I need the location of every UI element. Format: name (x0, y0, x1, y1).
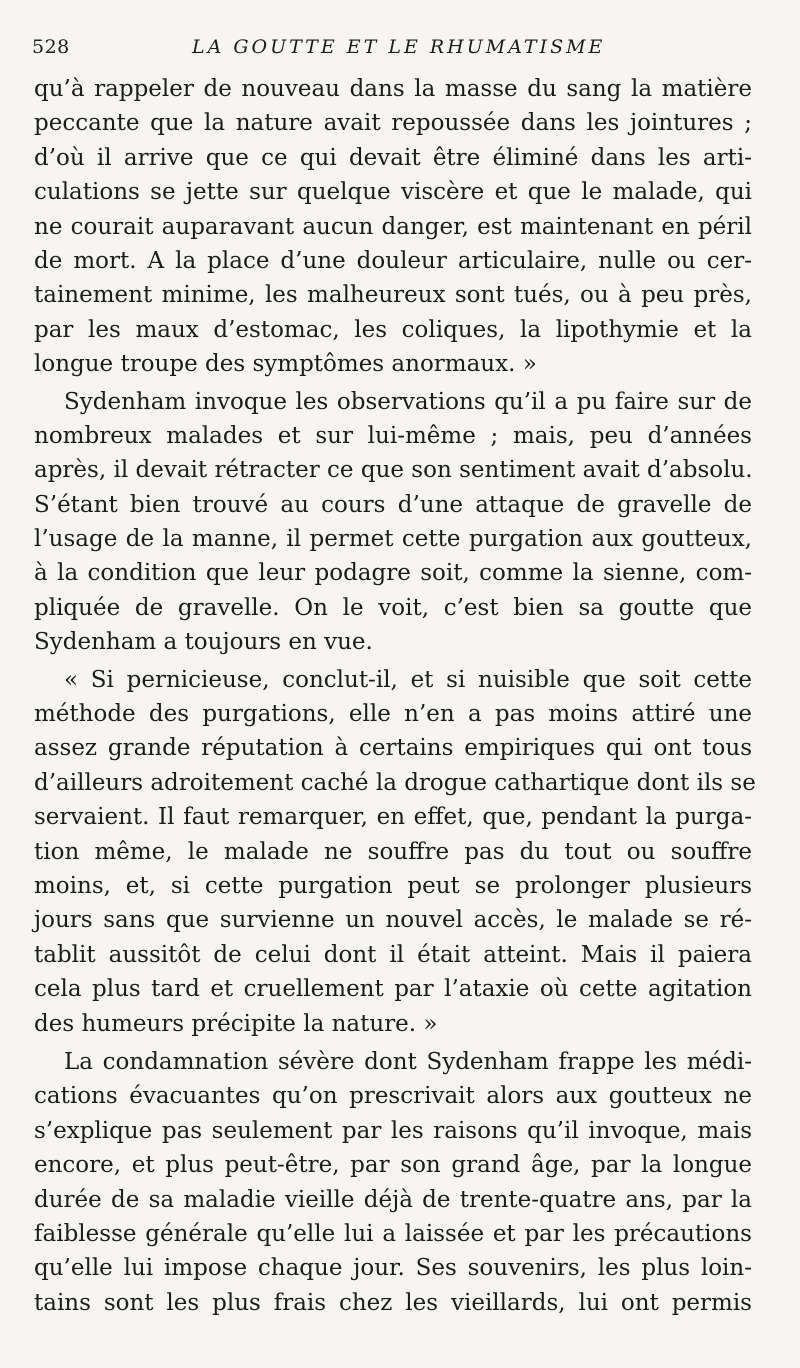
body-text (34, 72, 756, 1320)
text-line: cela plus tard et cruellement par l’ataxie où cette agitation (34, 976, 752, 1003)
text-line: d’où il arrive que ce qui devait être éliminé dans les arti- (34, 144, 752, 171)
paragraph-1 (34, 72, 752, 382)
text-line: après, il devait rétracter ce que son sentiment avait d’absolu. (34, 457, 753, 484)
text-line: culations se jette sur quelque viscère et que le malade, qui (34, 179, 752, 206)
text-line: ne courait auparavant aucun danger, est maintenant en péril (34, 213, 752, 240)
text-line: faiblesse générale qu’elle lui a laissée et par les précautions (34, 1220, 752, 1247)
text-line: Sydenham invoque les observations qu’il a pu faire sur de (64, 388, 752, 415)
text-line: de mort. A la place d’une douleur articulaire, nulle ou cer- (34, 247, 752, 274)
page-header (32, 36, 768, 64)
paragraph-2 (34, 385, 752, 660)
text-line: tablit aussitôt de celui dont il était atteint. Mais il paiera (34, 941, 752, 968)
text-line: peccante que la nature avait repoussée dans les jointures ; (34, 110, 752, 137)
text-line: tion même, le malade ne souffre pas du tout ou souffre (34, 838, 752, 865)
text-line: jours sans que survienne un nouvel accès, le malade se ré- (34, 907, 752, 934)
text-line: S’étant bien trouvé au cours d’une attaque de gravelle de (34, 491, 752, 518)
text-line: qu’à rappeler de nouveau dans la masse du sang la matière (34, 76, 752, 102)
text-line: par les maux d’estomac, les coliques, la lipothymie et la (34, 316, 752, 343)
text-line: à la condition que leur podagre soit, comme la sienne, com- (34, 560, 752, 587)
text-line: encore, et plus peut-être, par son grand âge, par la longue (34, 1152, 752, 1179)
text-line: La condamnation sévère dont Sydenham frappe les médi- (64, 1048, 752, 1075)
text-line: Sydenham a toujours en vue. (34, 629, 373, 656)
text-line: s’explique pas seulement par les raisons qu’il invoque, mais (34, 1117, 752, 1144)
text-line: assez grande réputation à certains empiriques qui ont tous (34, 735, 752, 762)
text-line: pliquée de gravelle. On le voit, c’est bien sa goutte que (34, 594, 752, 621)
text-line: nombreux malades et sur lui-même ; mais, peu d’années (34, 422, 752, 449)
text-line: qu’elle lui impose chaque jour. Ses souvenirs, les plus loin- (34, 1255, 752, 1282)
text-line: méthode des purgations, elle n’en a pas moins attiré une (34, 701, 752, 728)
page-number: 528 (32, 36, 70, 58)
running-title: LA GOUTTE ET LE RHUMATISME (192, 36, 606, 58)
text-line: moins, et, si cette purgation peut se prolonger plusieurs (34, 872, 752, 899)
text-line: durée de sa maladie vieille déjà de trente-quatre ans, par la (34, 1186, 752, 1213)
text-line: tainement minime, les malheureux sont tués, ou à peu près, (34, 282, 752, 309)
paragraph-4 (34, 1045, 752, 1320)
text-line: servaient. Il faut remarquer, en effet, que, pendant la purga- (34, 804, 752, 831)
text-line: des humeurs précipite la nature. » (34, 1010, 438, 1037)
text-line: « Si pernicieuse, conclut-il, et si nuisible que soit cette (64, 666, 752, 693)
text-line: l’usage de la manne, il permet cette purgation aux goutteux, (34, 526, 752, 553)
paragraph-3 (34, 663, 756, 1041)
text-line: cations évacuantes qu’on prescrivait alors aux goutteux ne (34, 1083, 752, 1110)
text-line: d’ailleurs adroitement caché la drogue cathartique dont ils se (34, 769, 756, 796)
text-line: tains sont les plus frais chez les vieillards, lui ont permis (34, 1289, 752, 1316)
text-line: longue troupe des symptômes anormaux. » (34, 351, 537, 378)
